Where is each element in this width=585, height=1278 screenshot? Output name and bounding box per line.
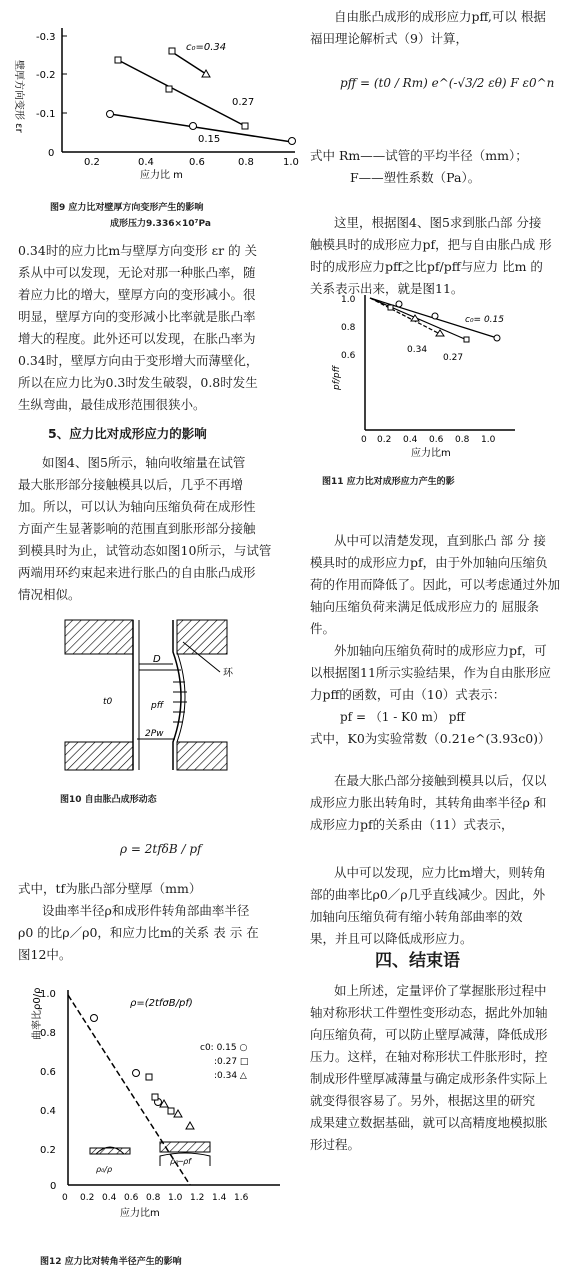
figure-9-caption-sub: 成形压力9.336×10⁷Pa — [110, 219, 211, 229]
inset-label-2: ρ₀─ρf — [170, 1157, 191, 1166]
text-line: 加。所以，可以认为轴向压缩负荷在成形性 — [18, 499, 256, 514]
data-point — [186, 1122, 194, 1129]
y-tick: 0.6 — [40, 1067, 56, 1078]
text-line: 部的曲率比ρ0／ρ几乎直线减少。因此，外 — [310, 887, 546, 902]
data-point — [168, 1108, 174, 1114]
label-pff: pff — [151, 701, 164, 711]
text-line: 增大的程度。此外还可以发现，在胀凸率为 — [18, 331, 256, 346]
data-point — [91, 1015, 98, 1022]
x-tick: 1.0 — [283, 157, 299, 168]
label-2p: 2Pw — [145, 729, 164, 739]
text-line: 果，并且可以降低成形应力。 — [310, 931, 473, 946]
data-point — [146, 1074, 152, 1080]
text-line: 这里，根据图4、图5求到胀凸部 分接 — [334, 215, 542, 230]
x-tick: 0.4 — [102, 1193, 117, 1203]
y-tick: -0.3 — [36, 32, 56, 43]
figure-11-caption: 图11 应力比对成形应力产生的影 — [322, 477, 455, 487]
figure-9-chart — [0, 0, 300, 230]
text-line: 关系表示出来，就是图11。 — [310, 281, 464, 296]
x-tick: 0.8 — [455, 435, 470, 445]
data-point — [107, 111, 114, 118]
series-label: c₀=0.34 — [186, 42, 227, 53]
figure-9-caption: 图9 应力比对壁厚方向变形产生的影响 — [50, 203, 204, 213]
text-line: 设曲率半径ρ和成形件转角部曲率半径 — [42, 903, 250, 918]
text-line: 福田理论解析式（9）计算， — [310, 31, 468, 46]
x-tick: 1.2 — [190, 1193, 205, 1203]
y-tick: 0 — [50, 1181, 57, 1192]
legend-item: :0.27 □ — [214, 1057, 249, 1067]
text-line: 成形应力pf的关系由（11）式表示， — [310, 817, 514, 832]
die-bottom-left — [65, 742, 133, 770]
x-tick: 0.4 — [403, 435, 418, 445]
x-tick: 0.2 — [80, 1193, 95, 1203]
right-paragraph-0 — [310, 6, 575, 50]
figure-9 — [0, 0, 300, 230]
text-line: 所以在应力比为0.3时发生破裂，0.8时发生 — [18, 375, 258, 390]
text-line: 在最大胀凸部分接触到模具以后，仅以 — [334, 773, 547, 788]
text-line: 从中可以清楚发现，直到胀凸 部 分 接 — [334, 533, 546, 548]
x-tick: 0 — [361, 435, 367, 445]
y-axis-label: pf/pff — [332, 365, 342, 390]
formula-text: pf = （1 - K0 m） pff — [340, 710, 465, 724]
data-point — [169, 48, 175, 54]
text-line: 轴对称形状工件塑性变形动态，据此外加轴 — [310, 1005, 548, 1020]
text-line: 加轴向压缩负荷有缩小转角部曲率的效 — [310, 909, 523, 924]
die-top-left — [65, 620, 133, 654]
figure-10-caption: 图10 自由胀凸成形动态 — [60, 795, 157, 805]
data-point — [464, 337, 469, 342]
data-point — [174, 1110, 182, 1117]
y-tick: 1.0 — [341, 295, 356, 305]
text-line: 生纵弯曲，最佳成形范围很狭小。 — [18, 397, 206, 412]
y-tick: 0 — [48, 148, 55, 159]
figure-11 — [315, 290, 580, 500]
x-tick: 0.6 — [124, 1193, 139, 1203]
data-point — [432, 313, 438, 319]
text-line: 到模具时为止，试管动态如图10所示，与试管 — [18, 543, 272, 558]
right-paragraph-5 — [310, 862, 575, 950]
formula-text: ρ = 2tfδB / pf — [120, 842, 202, 856]
data-point — [396, 301, 402, 307]
text-line: 制成形件壁厚减薄量与确定成形条件实际上 — [310, 1071, 548, 1086]
y-tick: -0.2 — [36, 70, 56, 81]
die-bottom-right — [177, 742, 227, 770]
legend-item: :0.34 △ — [214, 1071, 247, 1081]
right-where — [310, 145, 575, 189]
inset-die-2 — [160, 1142, 210, 1152]
text-line: 系从中可以发现，无论对那一种胀凸率，随 — [18, 265, 256, 280]
data-point — [190, 123, 197, 130]
right-paragraph-6 — [310, 980, 575, 1156]
text-line: 最大胀形部分接触模具以后，几乎不再增 — [18, 477, 244, 492]
data-point — [166, 86, 172, 92]
figure-12-caption: 图12 应力比对转角半径产生的影响 — [40, 1257, 182, 1267]
label-D: D — [153, 654, 161, 665]
text-line: 外加轴向压缩负荷时的成形应力pf，可 — [334, 643, 547, 658]
data-point — [242, 123, 248, 129]
text-line: 式中，tf为胀凸部分壁厚（mm） — [18, 881, 202, 896]
y-tick: 0.2 — [40, 1145, 56, 1156]
text-line: 自由胀凸成形的成形应力pff,可以 根据 — [334, 9, 546, 24]
legend-item: c0: 0.15 ○ — [200, 1043, 248, 1053]
data-point — [494, 335, 500, 341]
left-paragraph-1 — [18, 240, 290, 416]
series-label: 0.27 — [232, 97, 255, 108]
figure-12-chart — [10, 980, 290, 1250]
x-tick: 0.6 — [189, 157, 205, 168]
text-line: 模具时的成形应力pf，由于外加轴向压缩负 — [310, 555, 548, 570]
text-line: 式中 Rm——试管的平均半径（mm）； — [310, 148, 528, 163]
text-line: 从中可以发现，应力比m增大，则转角 — [334, 865, 546, 880]
text-line: 以根据图11所示实验结果，作为自由胀形应 — [310, 665, 551, 680]
text-line: F——塑性系数（Pa）。 — [350, 170, 481, 185]
x-tick: 1.6 — [234, 1193, 249, 1203]
data-point — [289, 138, 296, 145]
x-tick: 0.2 — [377, 435, 392, 445]
text-line: 着应力比的增大，壁厚方向的变形减小。很 — [18, 287, 256, 302]
series-label: 0.34 — [407, 345, 428, 355]
x-tick: 1.0 — [168, 1193, 183, 1203]
figure-11-chart — [315, 290, 580, 500]
label-t0: t0 — [103, 697, 113, 707]
text-line: 如上所述，定量评价了掌握胀形过程中 — [334, 983, 547, 998]
text-line: 时的成形应力pff之比pf/pff与应力 比m 的 — [310, 259, 543, 274]
x-tick: 0.6 — [429, 435, 444, 445]
y-tick: 0.8 — [341, 323, 356, 333]
data-point — [115, 57, 121, 63]
x-tick: 0.8 — [146, 1193, 161, 1203]
text-line: 就变得很容易了。另外，根据这里的研究 — [310, 1093, 536, 1108]
text-line: 轴向压缩负荷来满足低成形应力的 屈服条 — [310, 599, 539, 614]
text-line: 如图4、图5所示，轴向收缩量在试管 — [42, 455, 246, 470]
text-line: 力pff的函数，可由（10）式表示： — [310, 687, 506, 702]
section-5-heading: 5、应力比对成形应力的影响 — [48, 426, 207, 441]
x-tick: 0 — [62, 1193, 68, 1203]
formula-text: pff = (t0 / Rm) e^(-√3/2 εθ) F ε0^n — [340, 76, 555, 90]
die-top-right — [177, 620, 227, 654]
right-paragraph-4 — [310, 770, 575, 836]
x-axis-label: 应力比m — [411, 448, 451, 459]
data-point — [388, 305, 393, 310]
text-line: 形过程。 — [310, 1137, 361, 1152]
text-line: 两端用环约束起来进行胀凸的自由胀凸成形 — [18, 565, 256, 580]
x-tick: 1.0 — [481, 435, 496, 445]
text-line: 图12中。 — [18, 947, 72, 962]
x-axis-label: 应力比 m — [140, 170, 183, 181]
data-point — [202, 70, 210, 77]
formula-10 — [340, 708, 465, 725]
left-paragraph-3 — [18, 878, 290, 966]
text-line: 件。 — [310, 621, 336, 636]
inset-die — [90, 1148, 130, 1154]
formula-pff — [340, 76, 554, 90]
x-tick: 1.4 — [212, 1193, 227, 1203]
text-line: 触模具时的成形应力pf，把与自由胀凸成 形 — [310, 237, 552, 252]
right-paragraph-1 — [310, 212, 575, 300]
y-tick: 0.6 — [341, 351, 356, 361]
y-tick: 0.4 — [40, 1106, 56, 1117]
series-label: c₀= 0.15 — [465, 315, 504, 325]
text-line: 方面产生显著影响的范围直到胀形部分接触 — [18, 521, 256, 536]
right-paragraph-2 — [310, 530, 575, 640]
y-tick: 1.0 — [40, 989, 56, 1000]
figure-12-formula: ρ=(2tfσB/pf) — [130, 998, 193, 1009]
text-line: 压力。这样，在轴对称形状工件胀形时，控 — [310, 1049, 548, 1064]
text-line: 0.34时的应力比m与壁厚方向变形 εr 的 关 — [18, 243, 258, 258]
data-point — [152, 1094, 158, 1100]
y-axis-label: 壁厚方向变形 εr — [13, 60, 24, 133]
text-line: 荷的作用而降低了。因此，可以考虑通过外加 — [310, 577, 561, 592]
y-axis-label: 曲率比ρ0/ρ — [32, 987, 43, 1040]
text-line: 明显，壁厚方向的变形减小比率就是胀凸率 — [18, 309, 256, 324]
formula-rho — [120, 842, 201, 856]
text-line: 向压缩负荷，可以防止壁厚减薄，降低成形 — [310, 1027, 548, 1042]
data-point — [133, 1070, 140, 1077]
text-line: 成形应力胀出转角时，其转角曲率半径ρ 和 — [310, 795, 547, 810]
figure-12 — [10, 980, 290, 1250]
x-tick: 0.2 — [84, 157, 100, 168]
label-ring: 环 — [223, 668, 233, 679]
x-tick: 0.4 — [138, 157, 154, 168]
text-line: 0.34时，壁厚方向由于变形增大而薄壁化， — [18, 353, 259, 368]
inset-label: ρ₀/ρ — [96, 1165, 113, 1174]
section-4-heading: 四、结束语 — [375, 951, 460, 971]
text-line: ρ0 的比ρ／ρ0，和应力比m的关系 表 示 在 — [18, 925, 259, 940]
right-where-2: 式中，K0为实验常数（0.21e^(3.93c0)） — [310, 731, 551, 746]
series-label: 0.15 — [198, 134, 221, 145]
y-tick: -0.1 — [36, 109, 56, 120]
x-axis-label: 应力比m — [120, 1208, 160, 1219]
y-tick: 0.8 — [40, 1028, 56, 1039]
text-line: 情况相似。 — [18, 587, 81, 602]
right-paragraph-3 — [310, 640, 575, 706]
x-tick: 0.8 — [238, 157, 254, 168]
series-label: 0.27 — [443, 353, 464, 363]
figure-10-diagram — [55, 612, 295, 782]
figure-10 — [55, 612, 295, 782]
text-line: 成果建立数据基础，就可以高精度地模拟胀 — [310, 1115, 548, 1130]
left-paragraph-2 — [18, 452, 290, 606]
